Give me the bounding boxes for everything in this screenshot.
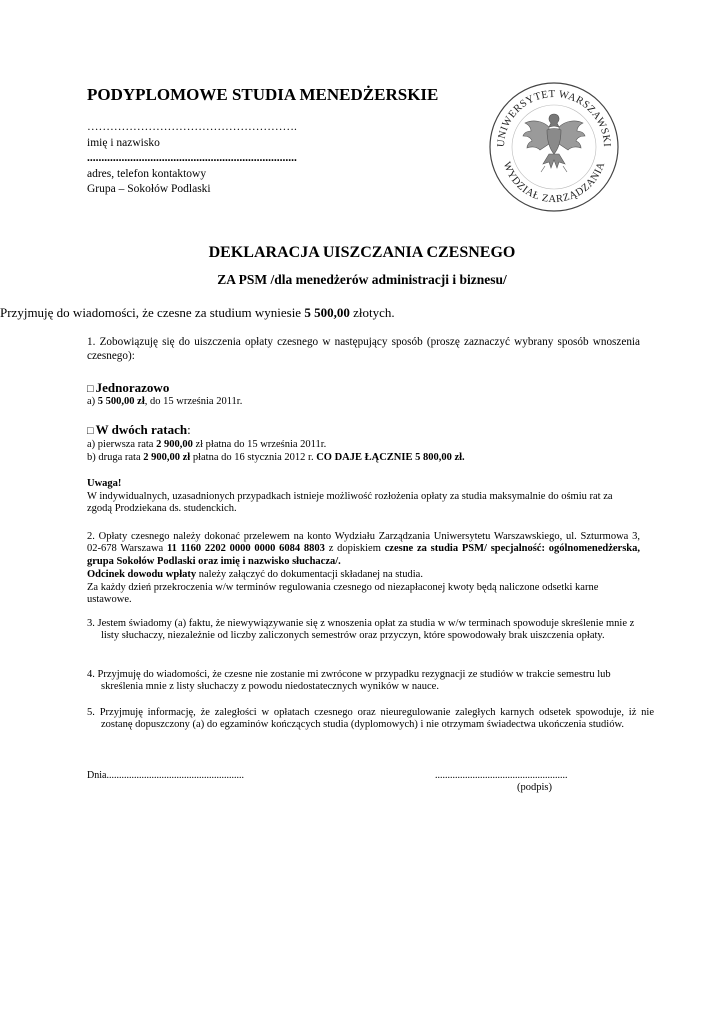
signature-label: (podpis) xyxy=(517,782,552,793)
section-5-text: 5. Przyjmuję informację, że zaległości w opłatach czesnego oraz nieuregulowanie zaległych karnych odsetek spowoduje, iż nie zostanę dopuszczony (a) do egzaminów kończących studia (dyplomowych) i nie otrzymam świadectwa ukończenia studiów. xyxy=(87,707,654,731)
installment-second: b) druga rata 2 900,00 zł płatna do 16 stycznia 2012 r. CO DAJE ŁĄCZNIE 5 800,00 zł. xyxy=(87,452,465,463)
date-field[interactable]: Dnia....................................................... xyxy=(87,770,244,781)
document-title: DEKLARACJA UISZCZANIA CZESNEGO xyxy=(208,244,516,261)
interest-note: Za każdy dzień przekroczenia w/w terminów regulowania czesnego od niezapłaconej kwoty będą naliczone odsetki karne ustawowe. xyxy=(87,582,599,606)
bank-account: 11 1160 2202 0000 0000 6084 8803 xyxy=(166,543,325,555)
note-text: W indywidualnych, uzasadnionych przypadkach istnieje możliwość rozłożenia opłaty za studia maksymalnie do ośmiu rat za zgodą Prodziekana ds. studenckich. xyxy=(87,491,613,515)
transfer-memo: czesne za studia PSM/ specjalność: ogólnomenedżerska, grupa Sokołów Podlaski oraz imię i nazwisko słuchacza/. xyxy=(87,543,640,567)
name-dotted-line: ………………………………………………. xyxy=(87,121,297,133)
seal-text-bottom: WYDZIAŁ ZARZĄDZANIA xyxy=(500,160,608,206)
university-seal xyxy=(487,80,621,214)
fee-statement: Przyjmuję do wiadomości, że czesne za studium wyniesie 5 500,00 złotych. xyxy=(0,305,395,320)
option-single-payment xyxy=(87,380,169,396)
section-2-text: 2. Opłaty czesnego należy dokonać przelewem na konto Wydziału Zarządzania Uniwersytetu Warszawskiego, ul. Szturmowa 3, 02-678 Warszawa 11 1160 2202 0000 0000 6084 8803 z dopiskiem czesne za studia PSM/ specjalność: ogólnomenedżerska, grupa Sokołów Podlaski oraz imię i nazwisko słuchacza/. xyxy=(87,531,640,567)
seal-text-top: UNIWERSYTET WARSZAWSKI xyxy=(495,88,613,148)
receipt-note: Odcinek dowodu wpłaty należy załączyć do dokumentacji składanej na studia. xyxy=(87,569,423,580)
document-subtitle: ZA PSM /dla menedżerów administracji i biznesu/ xyxy=(217,272,507,287)
installments-checkbox[interactable]: □ xyxy=(87,425,94,437)
contact-label: adres, telefon kontaktowy xyxy=(87,168,207,180)
eagle-icon xyxy=(523,114,585,172)
program-title: PODYPLOMOWE STUDIA MENEDŻERSKIE xyxy=(87,85,439,104)
signature-field[interactable]: ..................................................... xyxy=(435,770,568,781)
contact-dotted-line: ......................................................................... xyxy=(87,152,297,164)
installments-label: W dwóch ratach xyxy=(95,422,188,437)
section-1-text: 1. Zobowiązuję się do uiszczenia opłaty czesnego w następujący sposób (proszę zaznaczyć wybrany sposób wnoszenia czesnego): xyxy=(87,336,640,362)
single-payment-checkbox[interactable]: □ xyxy=(87,383,94,395)
single-payment-label: Jednorazowo xyxy=(95,380,170,395)
fee-amount: 5 500,00 xyxy=(304,305,350,320)
installment-first: a) pierwsza rata 2 900,00 zł płatna do 15 września 2011r. xyxy=(87,439,327,450)
note-heading: Uwaga! xyxy=(87,478,122,489)
section-4-text: 4. Przyjmuję do wiadomości, że czesne nie zostanie mi zwrócone w przypadku rezygnacji ze studiów w trakcie semestru lub skreślenia mnie z listy słuchaczy z powodu niedostatecznych wyników w nauce. xyxy=(87,669,611,693)
group-label: Grupa – Sokołów Podlaski xyxy=(87,183,211,195)
section-3-text: 3. Jestem świadomy (a) faktu, że niewywiązywanie się z wnoszenia opłat za studia w w/w terminach spowoduje skreślenie mnie z listy słuchaczy, niezależnie od liczby zaliczonych semestrów oraz przyczyn, które spowodowały brak uiszczenia opłaty. xyxy=(87,618,635,642)
name-label: imię i nazwisko xyxy=(87,137,160,149)
option-installments: □ W dwóch ratach: xyxy=(87,422,191,437)
single-payment-detail: a) 5 500,00 zł, do 15 września 2011r. xyxy=(87,396,243,407)
installments-total: CO DAJE ŁĄCZNIE 5 800,00 zł. xyxy=(316,452,465,463)
